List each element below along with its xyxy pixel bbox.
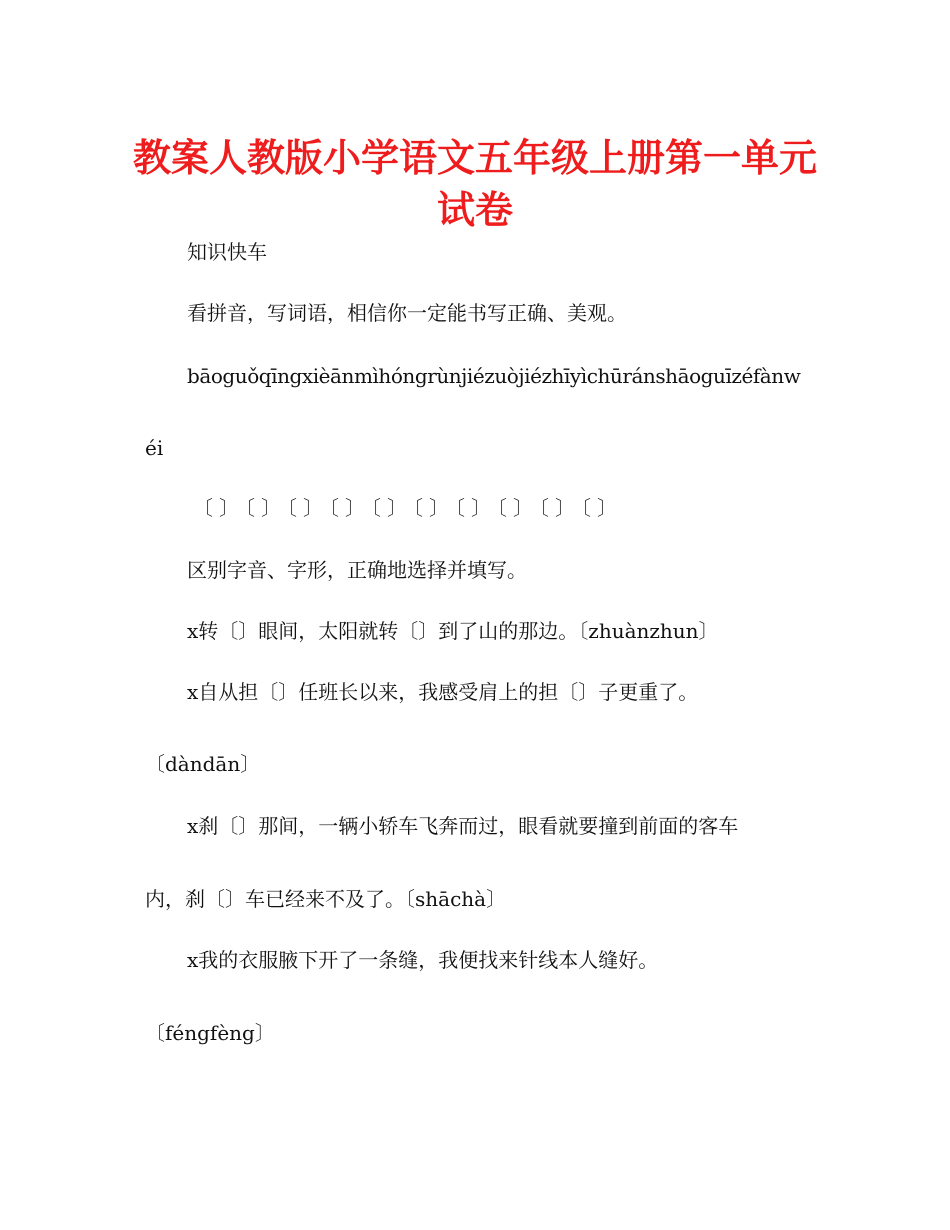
section-heading: 知识快车 xyxy=(187,240,267,264)
document-title-line-1: 教案人教版小学语文五年级上册第一单元 xyxy=(132,136,817,180)
pinyin-words: bāoguǒqīngxièānmìhóngrùnjiézuòjiézhīyìchūránshāoguīzéfànw xyxy=(187,364,801,388)
question-4: x我的衣服腋下开了一条缝，我便找来针线本人缝好。 xyxy=(187,948,659,972)
document-title-line-2: 试卷 xyxy=(436,188,513,232)
instruction-distinguish: 区别字音、字形，正确地选择并填写。 xyxy=(187,558,527,582)
question-2-pinyin: 〔dàndān〕 xyxy=(145,752,261,776)
answer-blanks: 〔〕〔〕〔〕〔〕〔〕〔〕〔〕〔〕〔〕〔〕 xyxy=(193,496,623,520)
question-2: x自从担〔〕任班长以来，我感受肩上的担〔〕子更重了。 xyxy=(187,680,699,704)
question-3: x刹〔〕那间，一辆小轿车飞奔而过，眼看就要撞到前面的客车 xyxy=(187,814,739,838)
question-1: x转〔〕眼间，太阳就转〔〕到了山的那边。〔zhuànzhun〕 xyxy=(187,619,719,643)
question-4-pinyin: 〔féngfèng〕 xyxy=(145,1021,275,1045)
question-3-continued: 内，刹〔〕车已经来不及了。〔shāchà〕 xyxy=(145,887,507,911)
instruction-pinyin: 看拼音，写词语，相信你一定能书写正确、美观。 xyxy=(187,301,627,325)
pinyin-words-continued: éi xyxy=(145,436,164,460)
